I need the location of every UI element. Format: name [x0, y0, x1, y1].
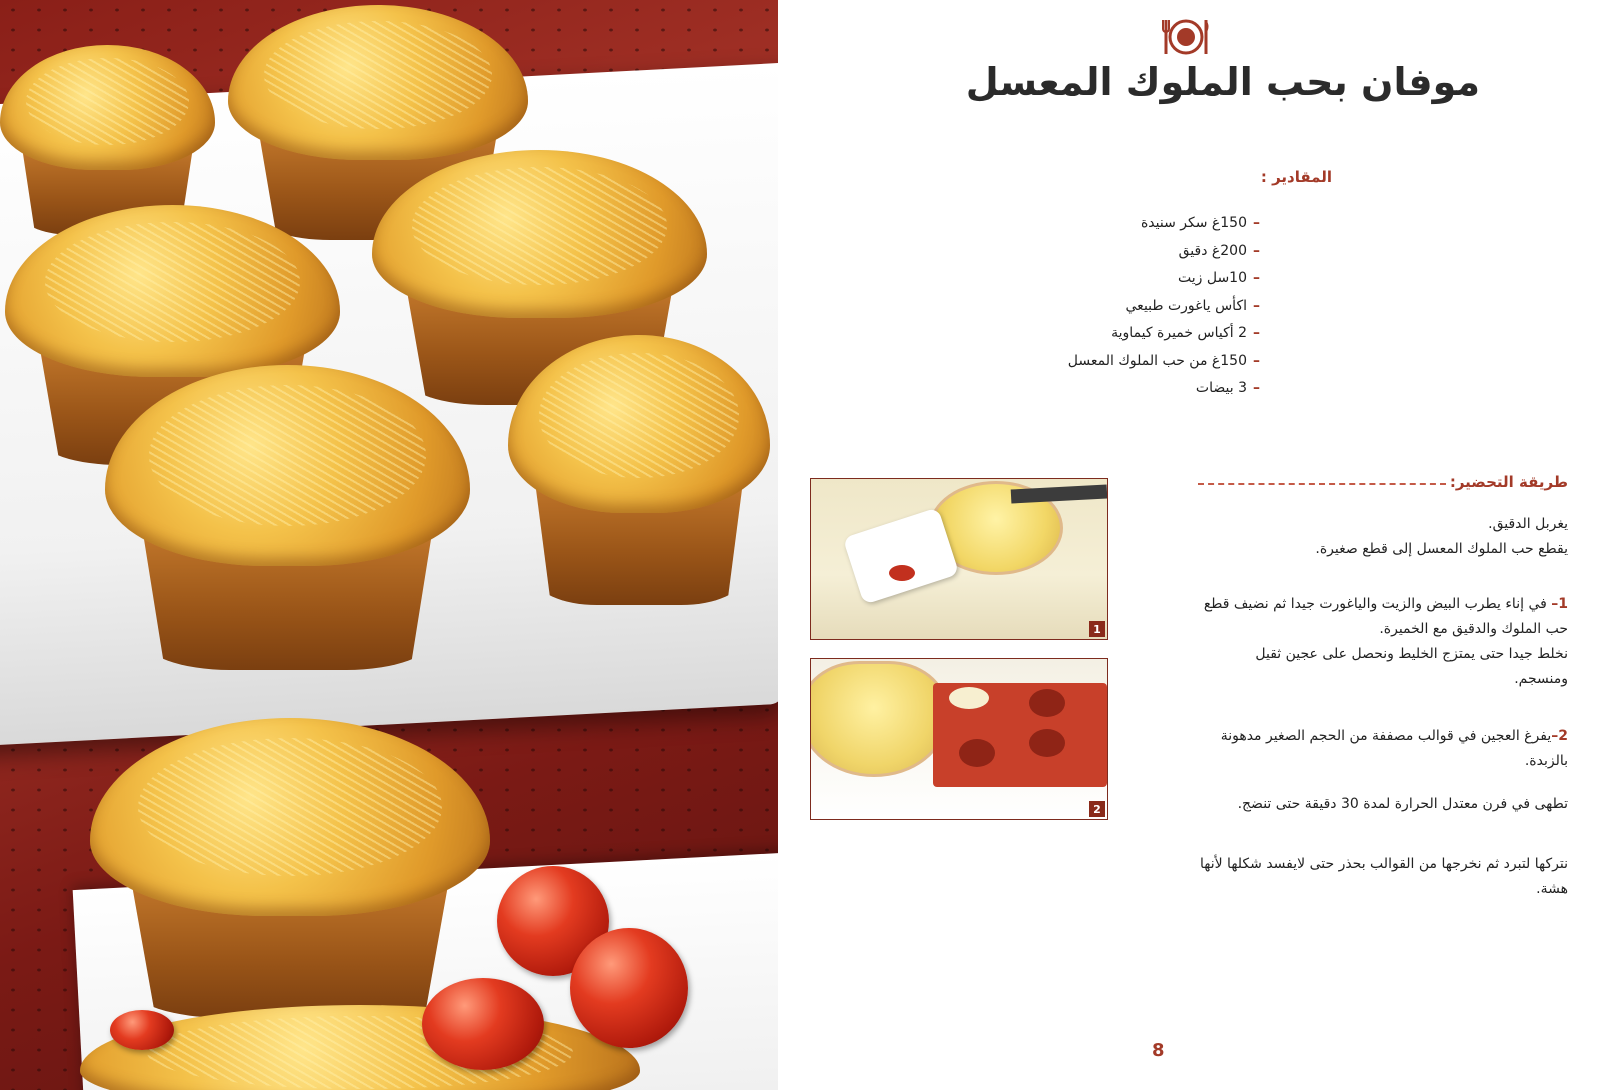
cherry-pieces	[889, 565, 915, 581]
ingredient-item: –200غ دقيق	[1178, 242, 1260, 259]
prep-step-2	[1198, 724, 1568, 774]
ingredients-heading: المقادير :	[1260, 168, 1332, 186]
mold-cup	[1029, 729, 1065, 757]
ingredient-item: –150غ من حب الملوك المعسل	[1067, 352, 1260, 369]
prep-step-1	[1198, 592, 1568, 692]
step-badge: 1	[1089, 621, 1105, 637]
step-badge: 2	[1089, 801, 1105, 817]
plate-cutlery-icon	[1162, 18, 1210, 56]
step-text: 2–يفرغ العجين في قوالب مصففة من الحجم الصغير مدهونة بالزبدة.	[1220, 728, 1568, 769]
ingredients-list	[1068, 210, 1260, 403]
muffin	[508, 335, 770, 605]
step-text: تطهى في فرن معتدل الحرارة لمدة 30 دقيقة حتى تنضج.	[1237, 796, 1568, 812]
candied-cherry	[570, 928, 688, 1048]
candied-cherry	[422, 978, 544, 1070]
ingredient-item: –3 بيضات	[1195, 380, 1260, 396]
ingredient-item: –2 أكياس خميرة كيماوية	[1111, 325, 1260, 341]
page-number: 8	[1152, 1040, 1165, 1061]
candied-cherry	[110, 1010, 174, 1050]
muffin	[90, 718, 490, 1018]
preparation-heading	[1198, 470, 1568, 494]
step-number: 1–	[1551, 596, 1568, 612]
mold-cup	[959, 739, 995, 767]
prep-intro	[1198, 512, 1568, 562]
ingredient-item: –اكأس ياغورت طبيعي	[1125, 297, 1260, 314]
prep-bake	[1198, 792, 1568, 817]
muffin	[105, 365, 470, 670]
spoon	[949, 687, 989, 709]
prep-cool	[1198, 852, 1568, 902]
ingredient-item: –10سل زيت	[1177, 270, 1260, 286]
small-dish	[843, 507, 960, 604]
step-2-photo	[810, 658, 1108, 820]
preparation-heading-text: طريقة التحضير:	[1449, 473, 1568, 491]
dashed-divider	[1198, 483, 1446, 485]
prep-intro-line: يقطع حب الملوك المعسل إلى قطع صغيرة.	[1315, 541, 1568, 557]
step-number: 2–	[1551, 728, 1568, 744]
batter-bowl	[810, 661, 947, 777]
step-text: 1– في إناء يطرب البيض والزيت والياغورت جيدا ثم نضيف قطع حب الملوك والدقيق مع الخميرة.	[1203, 596, 1568, 637]
step-text: نتركها لتبرد ثم نخرجها من القوالب بحذر حتى لايفسد شكلها لأنها هشة.	[1200, 856, 1568, 897]
mold-cup	[1029, 689, 1065, 717]
muffins-photo	[0, 0, 778, 1090]
ingredient-item: –150غ سكر سنيدة	[1140, 215, 1260, 231]
step-text: نخلط جيدا حتى يمتزج الخليط ونحصل على عجين ثقيل ومنسجم.	[1255, 646, 1568, 687]
step-1-photo	[810, 478, 1108, 640]
prep-intro-line: يغربل الدقيق.	[1488, 516, 1568, 532]
recipe-title: موفان بحب الملوك المعسل	[965, 60, 1480, 104]
